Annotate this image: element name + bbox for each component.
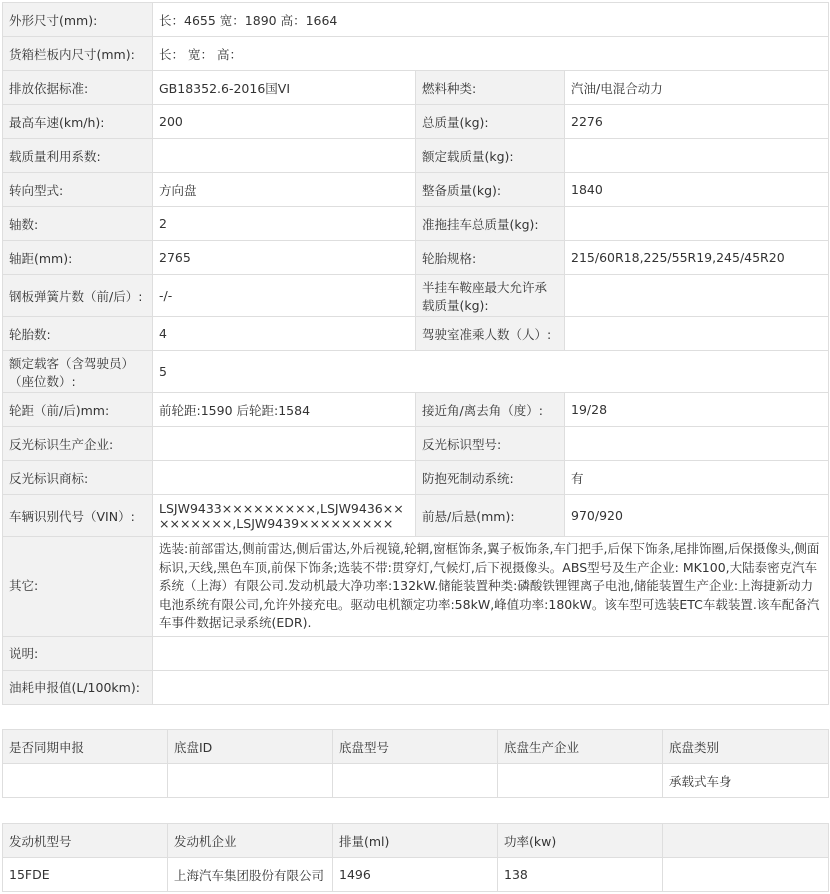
spec-label: 额定载客（含驾驶员）（座位数）: bbox=[3, 351, 153, 393]
spec-label: 反光标识型号: bbox=[416, 427, 565, 461]
spec-row bbox=[3, 317, 829, 351]
spec-row bbox=[3, 241, 829, 275]
table-cell bbox=[168, 764, 333, 798]
table-cell bbox=[333, 764, 498, 798]
table-header-row bbox=[3, 730, 829, 764]
spec-value bbox=[153, 636, 829, 670]
table-cell: 承载式车身 bbox=[663, 764, 829, 798]
spec-row bbox=[3, 461, 829, 495]
spec-row bbox=[3, 105, 829, 139]
spec-label: 轮胎数: bbox=[3, 317, 153, 351]
spec-value: 19/28 bbox=[565, 393, 829, 427]
spec-label: 轮距（前/后)mm: bbox=[3, 393, 153, 427]
spec-label: 转向型式: bbox=[3, 173, 153, 207]
column-header: 发动机企业 bbox=[168, 824, 333, 858]
spec-label: 驾驶室准乘人数（人）: bbox=[416, 317, 565, 351]
spec-value bbox=[565, 139, 829, 173]
spec-label: 轴距(mm): bbox=[3, 241, 153, 275]
column-header: 排量(ml) bbox=[333, 824, 498, 858]
table-cell: 1496 bbox=[333, 858, 498, 892]
spec-row-seats bbox=[3, 351, 829, 393]
table-header-row bbox=[3, 824, 829, 858]
spec-value: 200 bbox=[153, 105, 416, 139]
spec-value: 2 bbox=[153, 207, 416, 241]
spec-label: 货箱栏板内尺寸(mm): bbox=[3, 37, 153, 71]
spec-table bbox=[2, 2, 829, 705]
spec-value bbox=[153, 670, 829, 704]
spec-value bbox=[565, 207, 829, 241]
spec-row bbox=[3, 71, 829, 105]
spec-value: GB18352.6-2016国VI bbox=[153, 71, 416, 105]
spec-value bbox=[565, 317, 829, 351]
spec-label: 排放依据标准: bbox=[3, 71, 153, 105]
spec-row bbox=[3, 275, 829, 317]
spec-label: 前悬/后悬(mm): bbox=[416, 495, 565, 537]
spec-row-note bbox=[3, 636, 829, 670]
spec-label: 反光标识生产企业: bbox=[3, 427, 153, 461]
spec-label: 载质量利用系数: bbox=[3, 139, 153, 173]
table-cell: 15FDE bbox=[3, 858, 168, 892]
spec-value bbox=[153, 427, 416, 461]
spec-value: 前轮距:1590 后轮距:1584 bbox=[153, 393, 416, 427]
spec-value: 215/60R18,225/55R19,245/45R20 bbox=[565, 241, 829, 275]
spec-value bbox=[565, 275, 829, 317]
spec-value: 选装:前部雷达,侧前雷达,侧后雷达,外后视镜,轮辋,窗框饰条,翼子板饰条,车门把手,后保下饰条,尾排饰圈,后保摄像头,侧面标识,天线,黑色车顶,前保下饰条;选装不带:贯穿灯,气候灯,后下视摄像头。ABS型号及生产企业: MK100,大陆泰密克汽车系统（上海）有限公司.发动机最大净功率:132kW.储能装置种类:磷酸铁锂锂离子电池,储能装置生产企业:上海捷新动力电池系统有限公司,允许外接充电。驱动电机额定功率:58kW,峰值功率:180kW。该车型可选装ETC车载装置.该车配备汽车事件数据记录系统(EDR). bbox=[153, 537, 829, 637]
spec-label: 轮胎规格: bbox=[416, 241, 565, 275]
column-header: 是否同期申报 bbox=[3, 730, 168, 764]
spec-label: 油耗申报值(L/100km): bbox=[3, 670, 153, 704]
table-cell bbox=[663, 858, 829, 892]
spec-value: 长： 宽： 高： bbox=[153, 37, 829, 71]
spec-value bbox=[153, 461, 416, 495]
spec-label: 半挂车鞍座最大允许承载质量(kg): bbox=[416, 275, 565, 317]
column-header: 底盘ID bbox=[168, 730, 333, 764]
spec-label: 防抱死制动系统: bbox=[416, 461, 565, 495]
spec-row bbox=[3, 207, 829, 241]
column-header: 底盘生产企业 bbox=[498, 730, 663, 764]
spec-row-cargo-box bbox=[3, 37, 829, 71]
spec-label: 车辆识别代号（VIN）: bbox=[3, 495, 153, 537]
spec-label: 燃料种类: bbox=[416, 71, 565, 105]
spec-value: 2276 bbox=[565, 105, 829, 139]
spec-value: 970/920 bbox=[565, 495, 829, 537]
spec-label: 说明: bbox=[3, 636, 153, 670]
table-cell bbox=[498, 764, 663, 798]
engine-table bbox=[2, 823, 829, 892]
spec-value: 长：4655 宽：1890 高：1664 bbox=[153, 3, 829, 37]
spec-label: 最高车速(km/h): bbox=[3, 105, 153, 139]
spec-value bbox=[565, 427, 829, 461]
spec-row-dimensions bbox=[3, 3, 829, 37]
spec-value: 1840 bbox=[565, 173, 829, 207]
spec-value: 5 bbox=[153, 351, 829, 393]
spec-row bbox=[3, 173, 829, 207]
table-cell: 138 bbox=[498, 858, 663, 892]
spec-label: 准拖挂车总质量(kg): bbox=[416, 207, 565, 241]
column-header: 底盘类别 bbox=[663, 730, 829, 764]
table-row bbox=[3, 858, 829, 892]
spec-row bbox=[3, 393, 829, 427]
spec-row-other bbox=[3, 537, 829, 637]
spec-value: 方向盘 bbox=[153, 173, 416, 207]
spec-label: 接近角/离去角（度）: bbox=[416, 393, 565, 427]
spec-value bbox=[153, 139, 416, 173]
spec-label: 外形尺寸(mm): bbox=[3, 3, 153, 37]
spec-label: 其它: bbox=[3, 537, 153, 637]
spec-value: 2765 bbox=[153, 241, 416, 275]
column-header: 功率(kw) bbox=[498, 824, 663, 858]
chassis-table bbox=[2, 729, 829, 798]
column-header bbox=[663, 824, 829, 858]
spec-row-fuel bbox=[3, 670, 829, 704]
spec-row-vin bbox=[3, 495, 829, 537]
spec-label: 整备质量(kg): bbox=[416, 173, 565, 207]
spec-value: 汽油/电混合动力 bbox=[565, 71, 829, 105]
table-cell bbox=[3, 764, 168, 798]
spec-row bbox=[3, 427, 829, 461]
table-cell: 上海汽车集团股份有限公司 bbox=[168, 858, 333, 892]
spec-label: 反光标识商标: bbox=[3, 461, 153, 495]
spec-value: 4 bbox=[153, 317, 416, 351]
column-header: 发动机型号 bbox=[3, 824, 168, 858]
spec-value: LSJW9433×××××××××,LSJW9436×××××××××,LSJW9439××××××××× bbox=[153, 495, 416, 537]
spec-label: 额定载质量(kg): bbox=[416, 139, 565, 173]
spec-label: 轴数: bbox=[3, 207, 153, 241]
table-row bbox=[3, 764, 829, 798]
spec-value: 有 bbox=[565, 461, 829, 495]
column-header: 底盘型号 bbox=[333, 730, 498, 764]
spec-value: -/- bbox=[153, 275, 416, 317]
spec-label: 总质量(kg): bbox=[416, 105, 565, 139]
spec-label: 钢板弹簧片数（前/后）: bbox=[3, 275, 153, 317]
spec-row bbox=[3, 139, 829, 173]
